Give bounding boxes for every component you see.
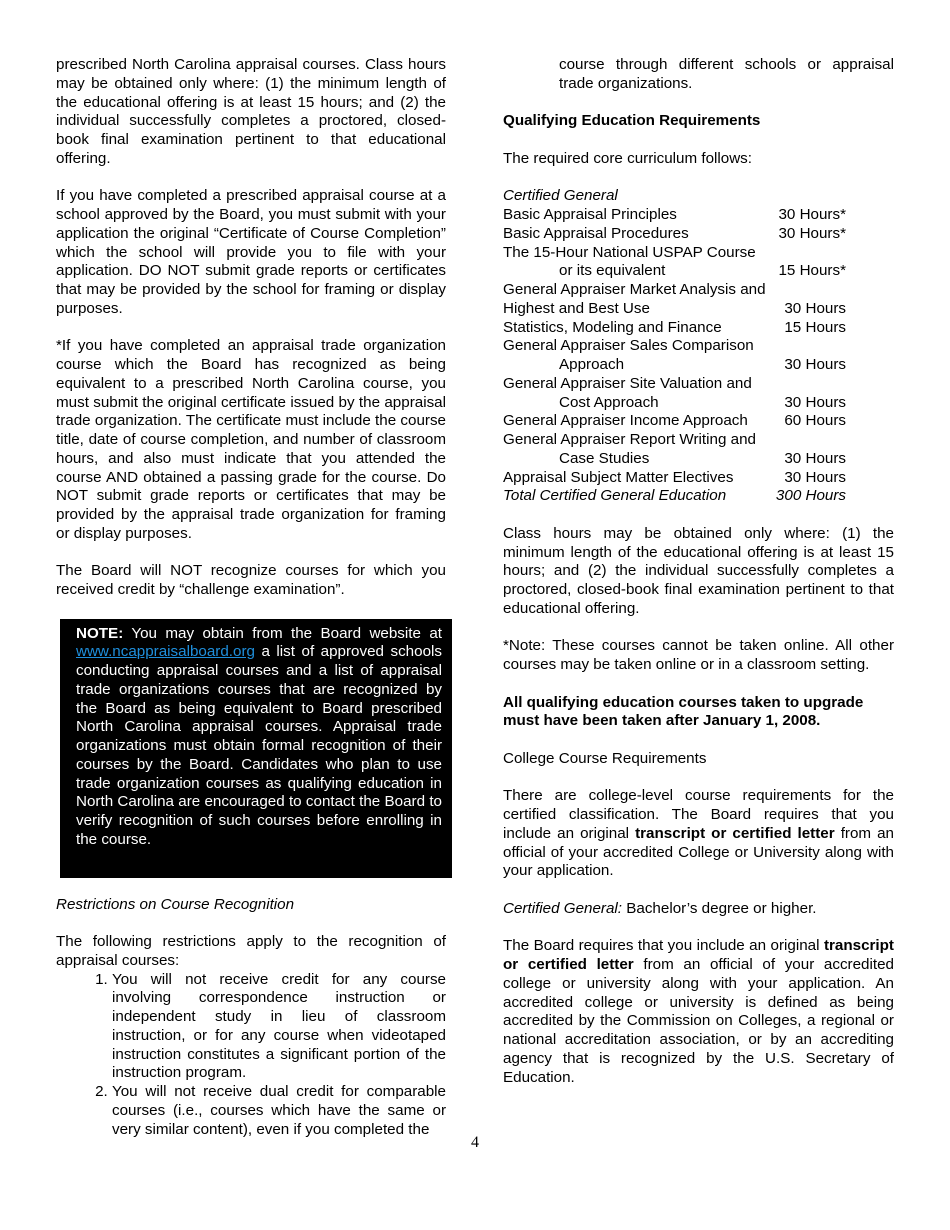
course-hours — [773, 244, 894, 263]
course-name: Approach — [559, 356, 625, 373]
total-label: Total Certified General Education — [503, 487, 727, 505]
restrictions-intro: The following restrictions apply to the recognition of appraisal courses: — [56, 933, 446, 969]
college-p2-pre: The Board requires that you include an original — [503, 937, 824, 955]
left-column — [56, 56, 446, 1139]
course-name: or its equivalent — [559, 262, 666, 280]
course-hours: 60 Hours — [784, 412, 846, 430]
paragraph-trade-organization: *If you have completed an appraisal trade organization course which the Board has recognized as being equivalent to a prescribed North Carolina course, you must submit the original certificate issued by the appraisal trade organization. The certificate must include the course title, date of course completion, and number of classroom hours, and also must indicate that you attended the course AND obtained a passing grade for the course. Do NOT submit grade reports or certificates that may be provided by the appraisal trade organization for framing or display purposes. — [56, 337, 446, 542]
course-name: General Appraiser Sales Comparison — [503, 337, 754, 355]
course-hours: 30 Hours — [784, 449, 846, 467]
course-hours: 30 Hours — [784, 468, 846, 486]
certified-general-text: Bachelor’s degree or higher. — [622, 899, 817, 917]
curriculum-table — [503, 187, 894, 506]
certified-general-label: Certified General: — [503, 899, 623, 917]
course-name: General Appraiser Report Writing and — [503, 431, 756, 448]
course-hours: 15 Hours* — [778, 262, 846, 280]
course-name: Basic Appraisal Procedures — [503, 224, 689, 242]
course-hours — [773, 431, 894, 450]
list-item: 1. You will not receive credit for any course involving correspondence instruction or independent study in lieu of classroom instruction, or for any course when videotaped instruction constitutes a significant portion of the instruction program. — [112, 971, 446, 1084]
table-row — [503, 394, 894, 413]
note-text-pre: You may obtain from the Board website at — [123, 624, 442, 642]
page-number: 4 — [471, 1134, 479, 1151]
paragraph-college-2 — [503, 937, 894, 1087]
course-hours — [773, 281, 894, 300]
paragraph-class-hours: prescribed North Carolina appraisal courses. Class hours may be obtained only where: (1) the minimum length of the educational offering is at least 15 hours; and (2) the individual successfully completes a proctored, closed-book final examination pertinent to that educational offering. — [56, 56, 446, 167]
course-name: Basic Appraisal Principles — [503, 206, 677, 223]
table-row — [503, 337, 894, 356]
table-row — [503, 356, 894, 375]
paragraph-certified-general-degree — [503, 900, 894, 919]
course-name: General Appraiser Market Analysis and — [503, 281, 766, 298]
course-hours: 30 Hours* — [778, 206, 846, 223]
course-name: Highest and Best Use — [503, 299, 650, 317]
table-row — [503, 412, 894, 431]
college-p2-bold: transcript or certified letter — [503, 937, 894, 973]
right-column — [503, 56, 894, 1106]
upgrade-requirement: All qualifying education courses taken to upgrade must have been taken after January 1, 2008. — [503, 693, 864, 730]
paragraph-challenge-exam: The Board will NOT recognize courses for which you received credit by “challenge examination”. — [56, 562, 446, 598]
course-hours: 30 Hours* — [778, 224, 846, 242]
college-p1-pre: There are college-level course requirements for the certified classification. The Board requires that you include an original — [503, 787, 894, 842]
paragraph-certificate-completion: If you have completed a prescribed appraisal course at a school approved by the Board, you must submit with your application the original “Certificate of Course Completion” which the school will provide you to file with your application. DO NOT submit grade reports or certificates that may be provided by the school for framing or display purposes. — [56, 187, 446, 317]
course-name: The 15-Hour National USPAP Course — [503, 243, 756, 261]
table-row — [503, 206, 894, 225]
course-hours: 15 Hours — [784, 318, 846, 336]
course-name: Statistics, Modeling and Finance — [503, 318, 722, 336]
core-curriculum-intro: The required core curriculum follows: — [503, 149, 752, 167]
curriculum-heading: Certified General — [503, 187, 618, 205]
table-row — [503, 300, 894, 319]
table-row — [503, 375, 894, 394]
table-row — [503, 244, 894, 263]
course-hours: 30 Hours — [784, 356, 846, 373]
paragraph-class-hours-right: Class hours may be obtained only where: (1) the minimum length of the educational offering is at least 15 hours; and (2) the individual successfully completes a proctored, closed-book final examination pertinent to that educational offering. — [503, 524, 894, 617]
note-box — [60, 619, 452, 878]
college-p2-post: from an official of your accredited college or university along with your application. An accredited college or university is defined as being accredited by the Commission on Colleges, a regional or national accreditation association, or by an accrediting agency that is recognized by the U.S. Secretary of Education. — [503, 956, 894, 1086]
note-label: NOTE: — [76, 624, 124, 642]
table-row — [503, 431, 894, 450]
table-row — [503, 319, 894, 338]
restrictions-heading: Restrictions on Course Recognition — [56, 895, 295, 913]
total-hours: 300 Hours — [775, 487, 846, 505]
course-name: Appraisal Subject Matter Electives — [503, 468, 734, 486]
restrictions-list — [56, 971, 446, 1140]
course-name: General Appraiser Income Approach — [503, 412, 748, 430]
course-name: Cost Approach — [559, 393, 659, 411]
course-name: Case Studies — [559, 449, 650, 467]
course-hours: 30 Hours — [784, 393, 846, 411]
college-p1-bold: transcript or certified letter — [635, 824, 835, 842]
table-row — [503, 450, 894, 469]
course-hours — [773, 375, 894, 394]
list-item: 2. You will not receive dual credit for comparable courses (i.e., courses which have the same or very similar content), even if you completed the — [112, 1083, 446, 1139]
course-hours: 30 Hours — [784, 299, 846, 317]
table-row — [503, 262, 894, 281]
table-row — [503, 487, 894, 506]
note-text-post: a list of approved schools conducting appraisal courses and a list of appraisal trade organizations courses that are recognized by the Board as being equivalent to Board prescribed North Carolina appraisal courses. Appraisal trade organizations must obtain formal recognition of their courses by the Board. Candidates who plan to use trade organization courses as qualifying education in North Carolina are encouraged to contact the Board to verify recognition of such courses before enrolling in the course. — [76, 643, 442, 848]
college-p1-post: from an official of your accredited College or University along with your application. — [503, 824, 894, 880]
paragraph-online-note: *Note: These courses cannot be taken online. All other courses may be taken online or in a classroom setting. — [503, 637, 894, 673]
paragraph-college-1 — [503, 787, 894, 881]
qualifying-education-heading: Qualifying Education Requirements — [503, 112, 761, 130]
college-heading: College Course Requirements — [503, 749, 707, 767]
course-name: General Appraiser Site Valuation and — [503, 374, 752, 392]
table-row — [503, 281, 894, 300]
board-website-link[interactable]: www.ncappraisalboard.org — [76, 643, 255, 661]
table-row — [503, 225, 894, 244]
course-hours — [773, 337, 894, 356]
table-row — [503, 469, 894, 488]
paragraph-continued: course through different schools or appraisal trade organizations. — [559, 56, 894, 92]
